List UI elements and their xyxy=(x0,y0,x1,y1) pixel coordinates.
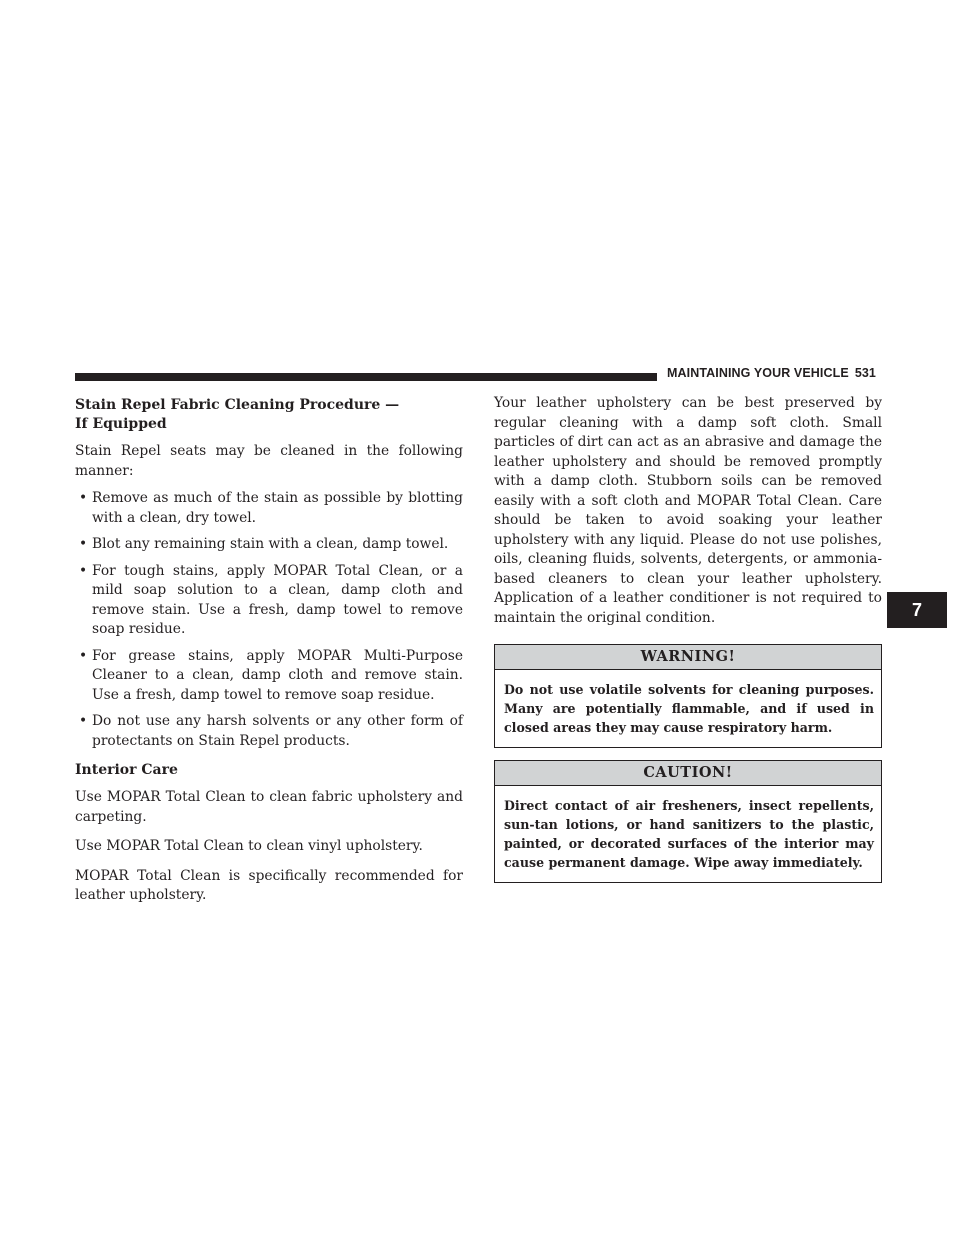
bullet-icon: • xyxy=(79,562,88,579)
paragraph: Use MOPAR Total Clean to clean vinyl upholstery. xyxy=(75,838,423,854)
leather-care-paragraph: Your leather upholstery can be best preserved by regular cleaning with a damp soft cloth. Small particles of dirt can act as an abrasive and damage the leather upholstery and should be removed promptly with a damp cloth. Stubborn soils can be removed easily with a soft cloth and MOPAR Total Clean. Care should be taken to avoid soaking your leather upholstery with any liquid. Please do not use polishes, oils, cleaning fluids, solvents, detergents, or ammonia-based cleaners to clean your leather upholstery. Application of a leather conditioner is not required to maintain the original condition. xyxy=(494,395,882,626)
caution-text: Direct contact of air fresheners, insect repellents, sun-tan lotions, or hand sanitizers to the plastic, painted, or decorated surfaces of the interior may cause permanent damage. Wipe away immediately. xyxy=(504,798,874,870)
list-item: • For grease stains, apply MOPAR Multi-Purpose Cleaner to a clean, damp cloth and remove stain. Use a fresh, damp towel to remove soap residue. xyxy=(79,647,463,703)
caution-title: CAUTION! xyxy=(495,761,881,786)
list-item: • Blot any remaining stain with a clean, damp towel. xyxy=(75,535,463,555)
running-header xyxy=(667,366,876,380)
caution-box xyxy=(494,760,882,883)
list-item: • For tough stains, apply MOPAR Total Clean, or a mild soap solution to a clean, damp cloth and remove stain. Use a fresh, damp towel to remove soap residue. xyxy=(79,562,463,637)
warning-box xyxy=(494,644,882,748)
list-item: • Remove as much of the stain as possible by blotting with a clean, dry towel. xyxy=(79,490,463,526)
cleaning-steps-list xyxy=(75,489,463,751)
left-column xyxy=(75,396,463,906)
chapter-tab: 7 xyxy=(887,592,947,628)
list-item: • Do not use any harsh solvents or any other form of protectants on Stain Repel products. xyxy=(79,713,463,749)
paragraph: MOPAR Total Clean is specifically recommended for leather upholstery. xyxy=(75,867,463,903)
section-heading-interior-care: Interior Care xyxy=(75,762,178,778)
section-heading-stain-repel xyxy=(75,396,463,434)
warning-text: Do not use volatile solvents for cleaning purposes. Many are potentially flammable, and if used in closed areas they may cause respiratory harm. xyxy=(504,682,874,735)
header-rule xyxy=(75,373,657,381)
heading-line-2: If Equipped xyxy=(75,416,167,432)
right-column xyxy=(494,394,882,883)
bullet-icon: • xyxy=(79,536,88,552)
heading-line-1: Stain Repel Fabric Cleaning Procedure — xyxy=(75,397,400,413)
bullet-icon: • xyxy=(79,647,88,664)
bullet-icon: • xyxy=(79,713,88,729)
bullet-icon: • xyxy=(79,490,88,506)
page-number: 531 xyxy=(854,366,876,380)
warning-title: WARNING! xyxy=(495,645,881,670)
intro-paragraph: Stain Repel seats may be cleaned in the following manner: xyxy=(75,443,463,479)
paragraph: Use MOPAR Total Clean to clean fabric upholstery and carpeting. xyxy=(75,789,463,825)
section-title: MAINTAINING YOUR VEHICLE xyxy=(667,366,849,380)
